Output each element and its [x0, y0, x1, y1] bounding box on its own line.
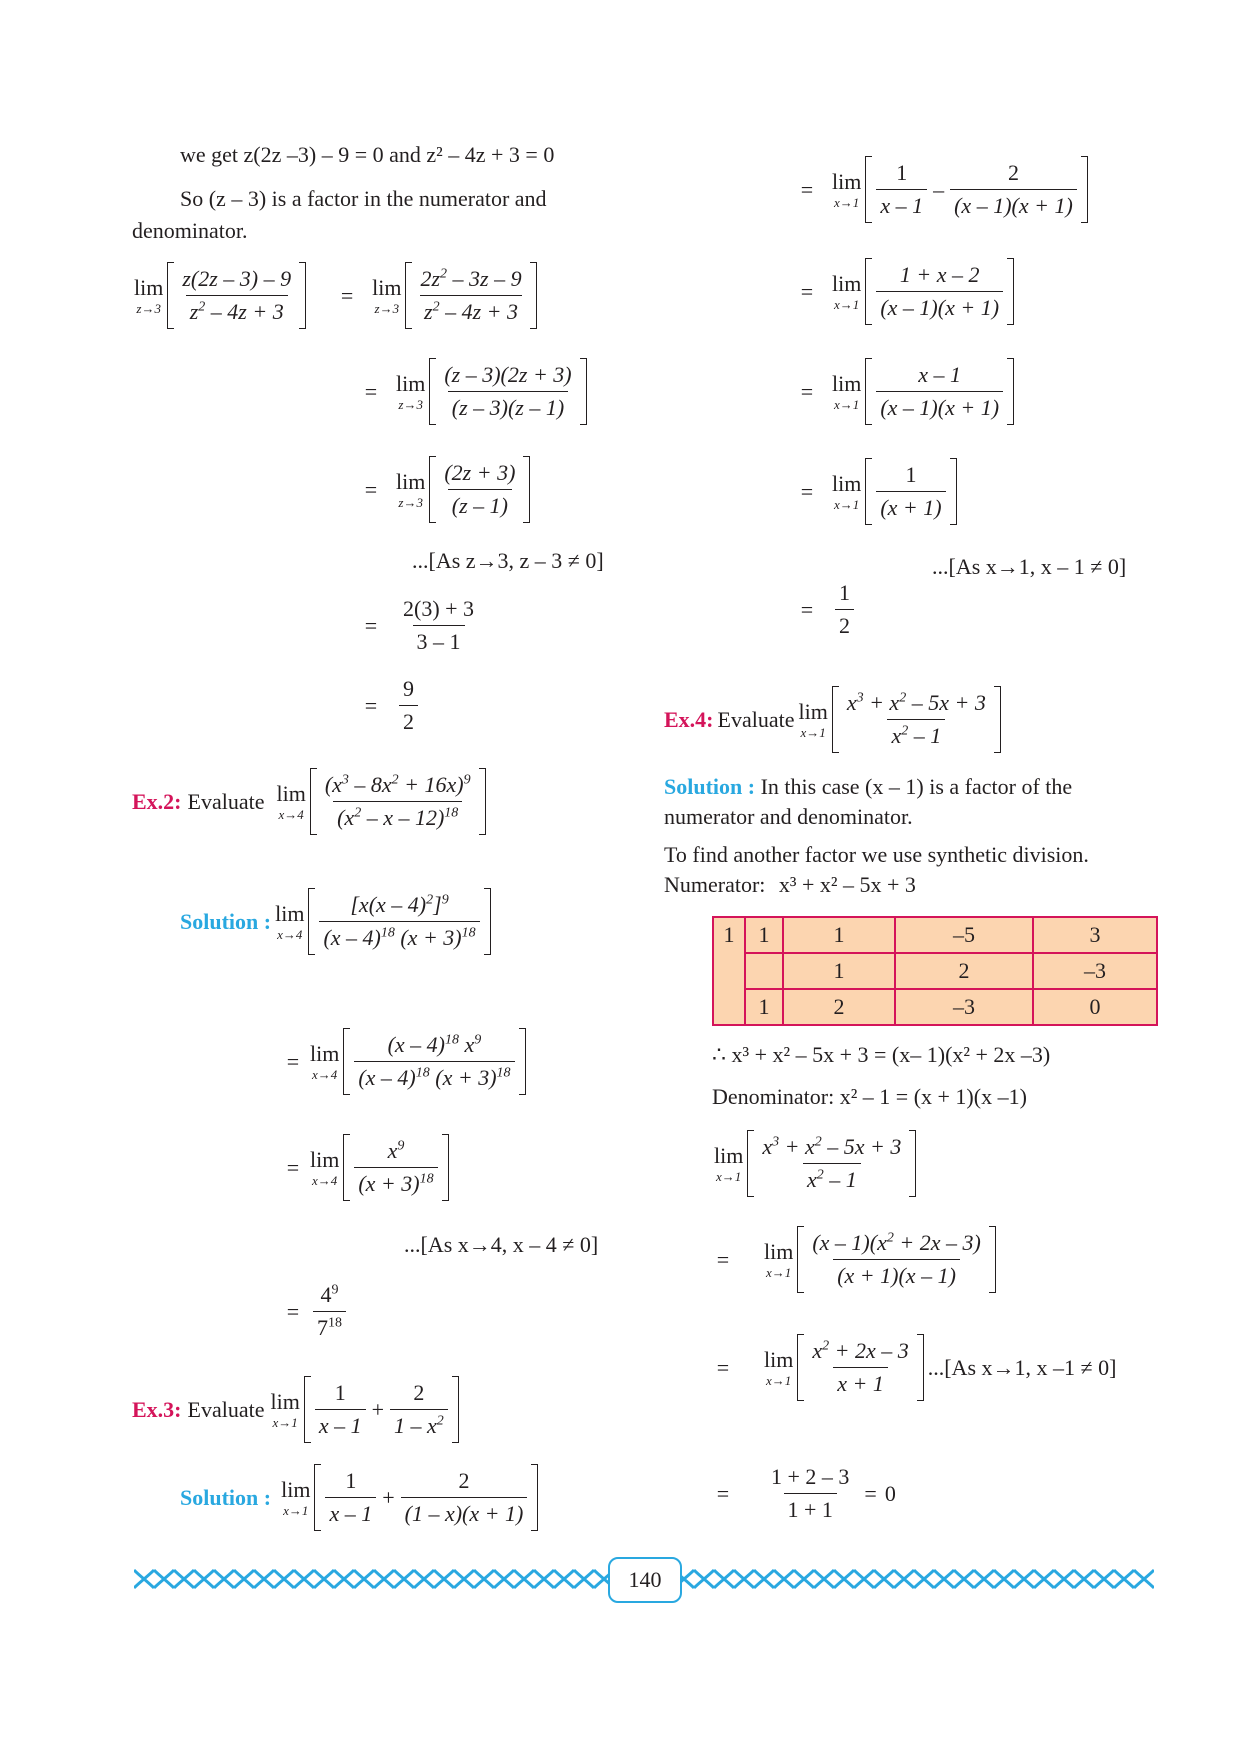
ex4-note: ...[As x→1, x –1 ≠ 0]: [927, 1354, 1117, 1380]
table-cell: 2: [783, 989, 895, 1025]
ex3-note: ...[As x→1, x – 1 ≠ 0]: [932, 554, 1127, 579]
table-cell: 1: [783, 953, 895, 989]
ex4-statement: Ex.4: Evaluate lim x→1 $x^3 + x^2 - 5x + 3$ $x^2 - 1$: [664, 686, 1001, 753]
ex1-result: = $\frac{9}{2}$: [360, 676, 421, 735]
table-cell: –3: [1033, 953, 1157, 989]
table-cell: 3: [1033, 917, 1157, 953]
page-number: 140: [608, 1557, 682, 1603]
ex4-step-2: = lim x→1 $(x - 1)(x^2 + 2x - 3)$ (x + 1)(x – 1): [712, 1226, 996, 1293]
ex1-step-4: = $\frac{2(3) + 3}{3 - 1}$: [364, 596, 475, 654]
ex2-text: Evaluate: [187, 788, 265, 814]
ex1-step-2: = lim z→3 (z – 3)(2z + 3) (z – 3)(z – 1): [360, 358, 587, 425]
ex3-step-2: = lim x→1 1 x – 1 – 2 (x – 1)(x + 1): [796, 156, 1088, 223]
synthetic-division-table: [712, 916, 1158, 1026]
table-cell: 2: [895, 953, 1033, 989]
ex3-statement: Ex.3: Evaluate lim x→1 1 x – 1 + $\frac{2}{1 - x^2}$: [132, 1376, 459, 1443]
numerator-expression: x³ + x² – 5x + 3: [778, 872, 916, 897]
text-line-3: denominator.: [132, 218, 248, 243]
ex4-solution-line-1: [664, 772, 1072, 802]
ex4-step-3: = lim x→1 $x^2 + 2x - 3$ x + 1 ...[As x→1, x –1 ≠ 0]: [712, 1334, 1116, 1401]
ex2-label: Ex.2:: [132, 788, 182, 814]
ex4-solution-label: Solution :: [664, 774, 756, 799]
table-cell: [745, 953, 783, 989]
ex2-result: = $\frac{4^9}{7^{18}}$: [282, 1282, 349, 1341]
ex4-label: Ex.4:: [664, 706, 714, 732]
numerator-label: Numerator:: [664, 872, 766, 897]
table-cell: 1: [745, 989, 783, 1025]
ex3-step-3: = lim x→1 1 + x – 2 (x – 1)(x + 1): [796, 258, 1014, 325]
ex1-step-3: = lim z→3 (2z + 3) (z – 1): [360, 456, 530, 523]
table-cell: –3: [895, 989, 1033, 1025]
divisor-cell: 1: [713, 917, 745, 1025]
table-cell: –5: [895, 917, 1033, 953]
ex3-label: Ex.3:: [132, 1396, 182, 1422]
ex3-result: = $\frac{1}{2}$: [796, 580, 857, 639]
ex2-statement: Ex.2: Evaluate lim x→4 $(x^3 - 8x^2 + 16x)^9$ ($x^2$ – x – 12)$^{18}$: [132, 768, 486, 835]
ex1-step-1: lim z→3 z(2z – 3) – 9 $z^2 - 4z + 3$ = lim z→3 $2z^2 - 3z - 9$ $z^2 - 4z + 3$: [134, 262, 537, 329]
ex4-result: = $\frac{1 + 2 - 3}{1 + 1}$ = 0: [716, 1464, 896, 1522]
ex2-solution-step-1: Solution : lim x→4 [x(x – 4)$^2$]$^9$ (x – 4)$^{18}$ $(x + 3)^{18}$: [180, 888, 491, 955]
ex4-step-1: lim x→1 $x^3 + x^2 - 5x + 3$ $x^2 - 1$: [714, 1130, 916, 1197]
ex3-solution-step-1: Solution : lim x→1 1 x – 1 + $\frac{2}{(1 - x)(x + 1)}$: [180, 1464, 538, 1531]
synthetic-intro: To find another factor we use synthetic division.: [664, 842, 1089, 867]
ex4-solution-line-2: numerator and denominator.: [664, 804, 913, 829]
ex2-solution-label: Solution :: [180, 908, 272, 934]
table-cell: 1: [783, 917, 895, 953]
denominator-line: Denominator: x² – 1 = (x + 1)(x –1): [712, 1084, 1027, 1109]
numerator-line: [664, 870, 916, 900]
ex1-note: ...[As z→3, z – 3 ≠ 0]: [412, 548, 604, 573]
text-line-1: we get z(2z –3) – 9 = 0 and z² – 4z + 3 = 0: [180, 142, 555, 167]
ex2-step-3: = lim x→4 $x^9$ $(x + 3)^{18}$: [282, 1134, 449, 1201]
text-line-2: So (z – 3) is a factor in the numerator and: [180, 186, 547, 211]
ex3-step-5: = lim x→1 1 (x + 1): [796, 458, 957, 525]
ex3-solution-label: Solution :: [180, 1484, 272, 1510]
table-cell: 0: [1033, 989, 1157, 1025]
ex3-text: Evaluate: [187, 1396, 265, 1422]
ex2-note: ...[As x→4, x – 4 ≠ 0]: [404, 1232, 599, 1257]
ex3-step-4: = lim x→1 x – 1 (x – 1)(x + 1): [796, 358, 1014, 425]
ex4-text: Evaluate: [717, 706, 795, 732]
ex2-step-2: = lim x→4 (x – 4)$^{18}$ $x^9$ (x – 4)$^{18}$ $(x + 3)^{18}$: [282, 1028, 526, 1095]
therefore-line: ∴ x³ + x² – 5x + 3 = (x– 1)(x² + 2x –3): [712, 1042, 1051, 1067]
table-cell: 1: [745, 917, 783, 953]
ex4-solution-text: In this case (x – 1) is a factor of the: [760, 774, 1073, 799]
